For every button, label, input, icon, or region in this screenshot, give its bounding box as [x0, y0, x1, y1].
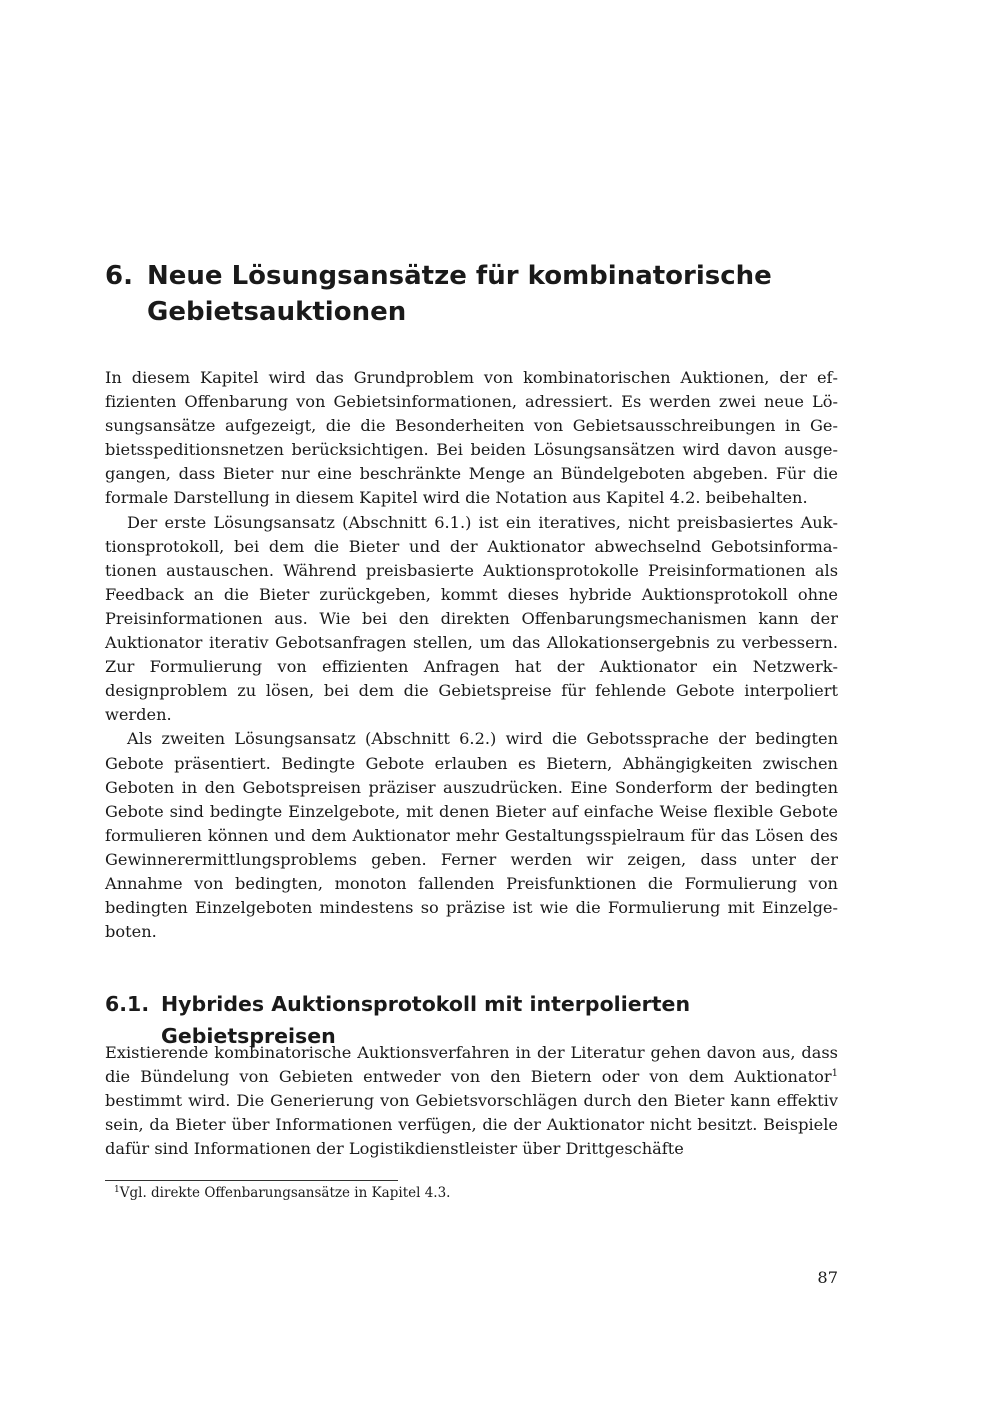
section-body [105, 1041, 838, 1161]
footnote-text: Vgl. direkte Offenbarungsansätze in Kapitel 4.3. [119, 1185, 451, 1201]
chapter-number: 6. [105, 261, 133, 291]
chapter-title: Neue Lösungsansätze für kombinatorische Gebietsauktionen [147, 261, 772, 327]
footnote-marker: 1 [114, 1185, 120, 1195]
footnote [114, 1184, 814, 1202]
intro-paragraph-1: In diesem Kapitel wird das Grundproblem von kombinatorischen Auktionen, der effizienten Offenbarung von Gebietsinformationen, adressiert. Es werden zwei neue Lösungsansätze aufgezeigt, die die Besonderheiten von Gebietsausschreibungen in Gebietsspeditionsnetzen berücksichtigen. Bei beiden Lösungsansätzen wird davon ausgegangen, dass Bieter nur eine beschränkte Menge an Bündelgeboten abgeben. Für die formale Darstellung in diesem Kapitel wird die Notation aus Kapitel 4.2. beibehalten. [105, 368, 838, 508]
intro-paragraph-2: Der erste Lösungsansatz (Abschnitt 6.1.) ist ein iteratives, nicht preisbasiertes Auktionsprotokoll, bei dem die Bieter und der Auktionator abwechselnd Gebotsinformationen austauschen. Während preisbasierte Auktionsprotokolle Preisinformationen als Feedback an die Bieter zurückgeben, kommt dieses hybride Auktionsprotokoll ohne Preisinformationen aus. Wie bei den direkten Offenbarungsmechanismen kann der Auktionator iterativ Gebotsanfragen stellen, um das Allokationsergebnis zu verbessern. Zur Formulierung von effizienten Anfragen hat der Auktionator ein Netzwerkdesignproblem zu lösen, bei dem die Gebietspreise für fehlende Gebote interpoliert werden. [105, 512, 838, 725]
section-number: 6.1. [105, 992, 150, 1016]
chapter-heading [105, 258, 838, 330]
page-number: 87 [817, 1268, 838, 1287]
section-paragraph-1 [105, 1041, 838, 1161]
intro-paragraph-3: Als zweiten Lösungsansatz (Abschnitt 6.2.) wird die Gebotssprache der bedingten Gebote präsentiert. Bedingte Gebote erlauben es Bietern, Abhängigkeiten zwischen Geboten in den Gebotspreisen präziser auszudrücken. Eine Sonderform der bedingten Gebote sind bedingte Einzelgebote, mit denen Bieter auf einfache Weise flexible Gebote formulieren können und dem Auktionator mehr Gestaltungsspielraum für das Lösen des Gewinnerermittlungsproblems geben. Ferner werden wir zeigen, dass unter der Annahme von bedingten, monoton fallenden Preisfunktionen die Formulierung von bedingten Einzelgeboten mindestens so präzise ist wie die Formulierung mit Einzelgeboten. [105, 729, 838, 942]
document-page [105, 0, 838, 1414]
section-text-part-2: bestimmt wird. Die Generierung von Gebietsvorschlägen durch den Bieter kann effektiv sein, da Bieter über Informationen verfügen, die der Auktionator nicht besitzt. Beispiele dafür sind Informationen der Logistikdienstleister über Drittgeschäfte [105, 1091, 838, 1159]
chapter-intro [105, 366, 838, 944]
footnote-reference[interactable]: 1 [831, 1068, 838, 1080]
section-text-part-1: Existierende kombinatorische Auktionsverfahren in der Literatur gehen davon aus, dass die Bündelung von Gebieten entweder von den Bietern oder von dem Auktionator [105, 1043, 838, 1087]
footnote-divider [105, 1180, 398, 1181]
section-title: Hybrides Auktionsprotokoll mit interpolierten Gebietspreisen [161, 992, 691, 1048]
